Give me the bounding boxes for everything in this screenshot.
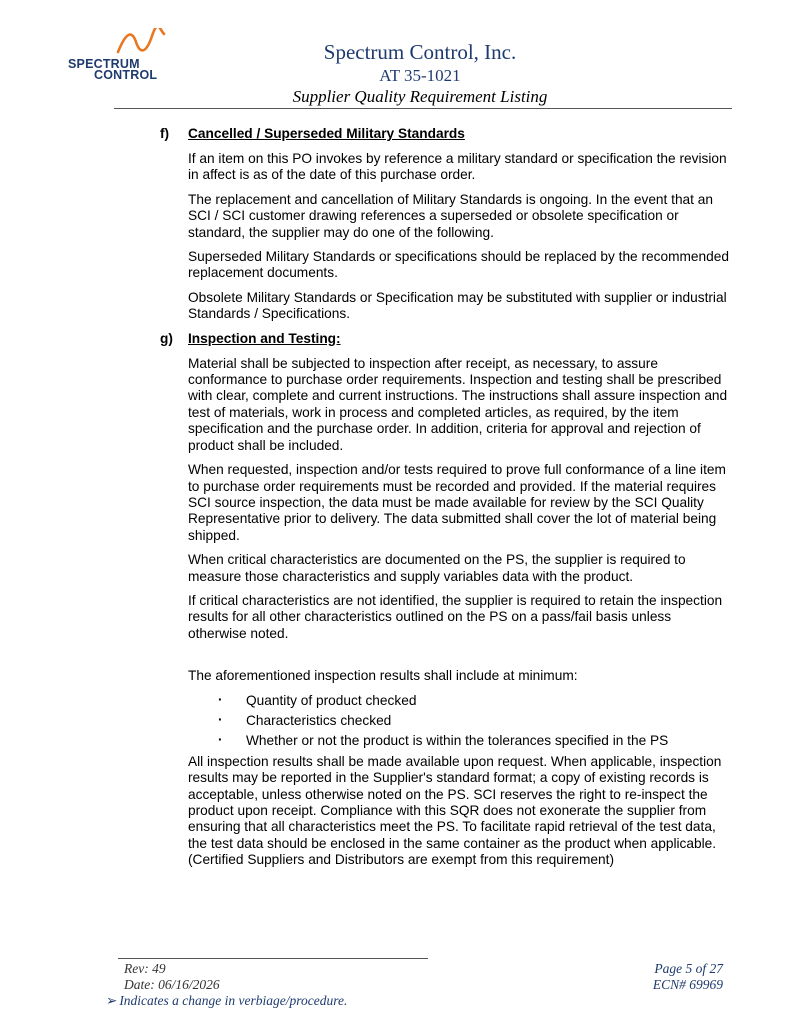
section-title: Inspection and Testing: (188, 330, 341, 346)
paragraph: All inspection results shall be made available upon request. When applicable, inspection results may be reported in the Supplier's standard format; a copy of existing records is acceptable, unless otherwise noted on the PS. SCI reserves the right to re-inspect the product upon receipt. Compliance with this SQR does not exonerate the supplier from ensuring that all characteristics meet the PS. To facilitate rapid retrieval of the test data, the test data should be enclosed in the same container as the product when applicable. (Certified Suppliers and Distributors are exempt from this requirement) (188, 753, 722, 868)
ecn-number: ECN# 69969 (652, 977, 723, 992)
section-g-heading (160, 331, 732, 348)
document-body (160, 126, 732, 877)
footer-divider (118, 958, 428, 959)
company-name: Spectrum Control, Inc. (323, 40, 517, 64)
logo-text-line2: CONTROL (94, 68, 158, 82)
inspection-results-list (188, 693, 732, 750)
paragraph: The replacement and cancellation of Military Standards is ongoing. In the event that an SCI / SCI customer drawing references a superseded or obsolete specification or standard, the supplier may do one of the following. (188, 191, 714, 240)
paragraph: If critical characteristics are not identified, the supplier is required to retain the inspection results for all other characteristics outlined on the PS on a pass/fail basis unless otherwise noted. (188, 592, 723, 641)
page-number: Page 5 of 27 (654, 961, 723, 976)
section-letter: f) (160, 126, 170, 141)
logo-swoosh-icon (116, 28, 166, 56)
paragraph: When requested, inspection and/or tests required to prove full conformance of a line item to purchase order requirements must be recorded and provided. If the material requires SCI source inspection, the data must be made available for review by the SCI Quality Representative prior to delivery. The data submitted shall cover the lot of material being shipped. (188, 462, 726, 543)
change-note (106, 993, 347, 1009)
date-label: Date: 06/16/2026 (124, 977, 220, 992)
paragraph: Superseded Military Standards or specifications should be replaced by the recommended replacement documents. (188, 249, 729, 281)
arrow-icon: ➢ (106, 993, 118, 1008)
paragraph: If an item on this PO invokes by reference a military standard or specification the revision in affect is as of the date of this purchase order. (188, 151, 727, 183)
document-title: Supplier Quality Requirement Listing (292, 87, 548, 106)
document-number: AT 35-1021 (379, 66, 461, 85)
logo-text-line1: SPECTRUM (68, 57, 140, 71)
section-f-heading (160, 126, 732, 143)
spectrum-control-logo (64, 28, 174, 88)
bullet-icon: · (218, 691, 223, 707)
section-title: Cancelled / Superseded Military Standards (188, 126, 465, 141)
paragraph: When critical characteristics are documented on the PS, the supplier is required to measure those characteristics and supply variables data with the product. (188, 552, 686, 584)
revision-label: Rev: 49 (124, 961, 166, 976)
bullet-icon: · (218, 711, 223, 727)
paragraph: The aforementioned inspection results shall include at minimum: (188, 668, 578, 684)
bullet-icon: · (218, 732, 223, 748)
header-divider (114, 108, 732, 109)
list-item-text: Quantity of product checked (246, 692, 417, 708)
list-item-text: Characteristics checked (246, 712, 392, 728)
list-item (188, 713, 732, 729)
section-letter: g) (160, 330, 173, 346)
list-item-text: Whether or not the product is within the tolerances specified in the PS (246, 733, 669, 749)
list-item (188, 733, 732, 749)
change-note-text: Indicates a change in verbiage/procedure. (119, 993, 348, 1008)
list-item (188, 693, 732, 709)
paragraph: Obsolete Military Standards or Specification may be substituted with supplier or industrial Standards / Specifications. (188, 289, 727, 322)
paragraph: Material shall be subjected to inspection after receipt, as necessary, to assure conformance to purchase order requirements. Inspection and testing shall be prescribed with clear, complete and current instructions. The instructions shall assure inspection and test of materials, work in process and completed articles, as required, by the item specification and the purchase order. In addition, criteria for approval and rejection of product shall be included. (188, 355, 728, 453)
spacer (160, 650, 732, 668)
